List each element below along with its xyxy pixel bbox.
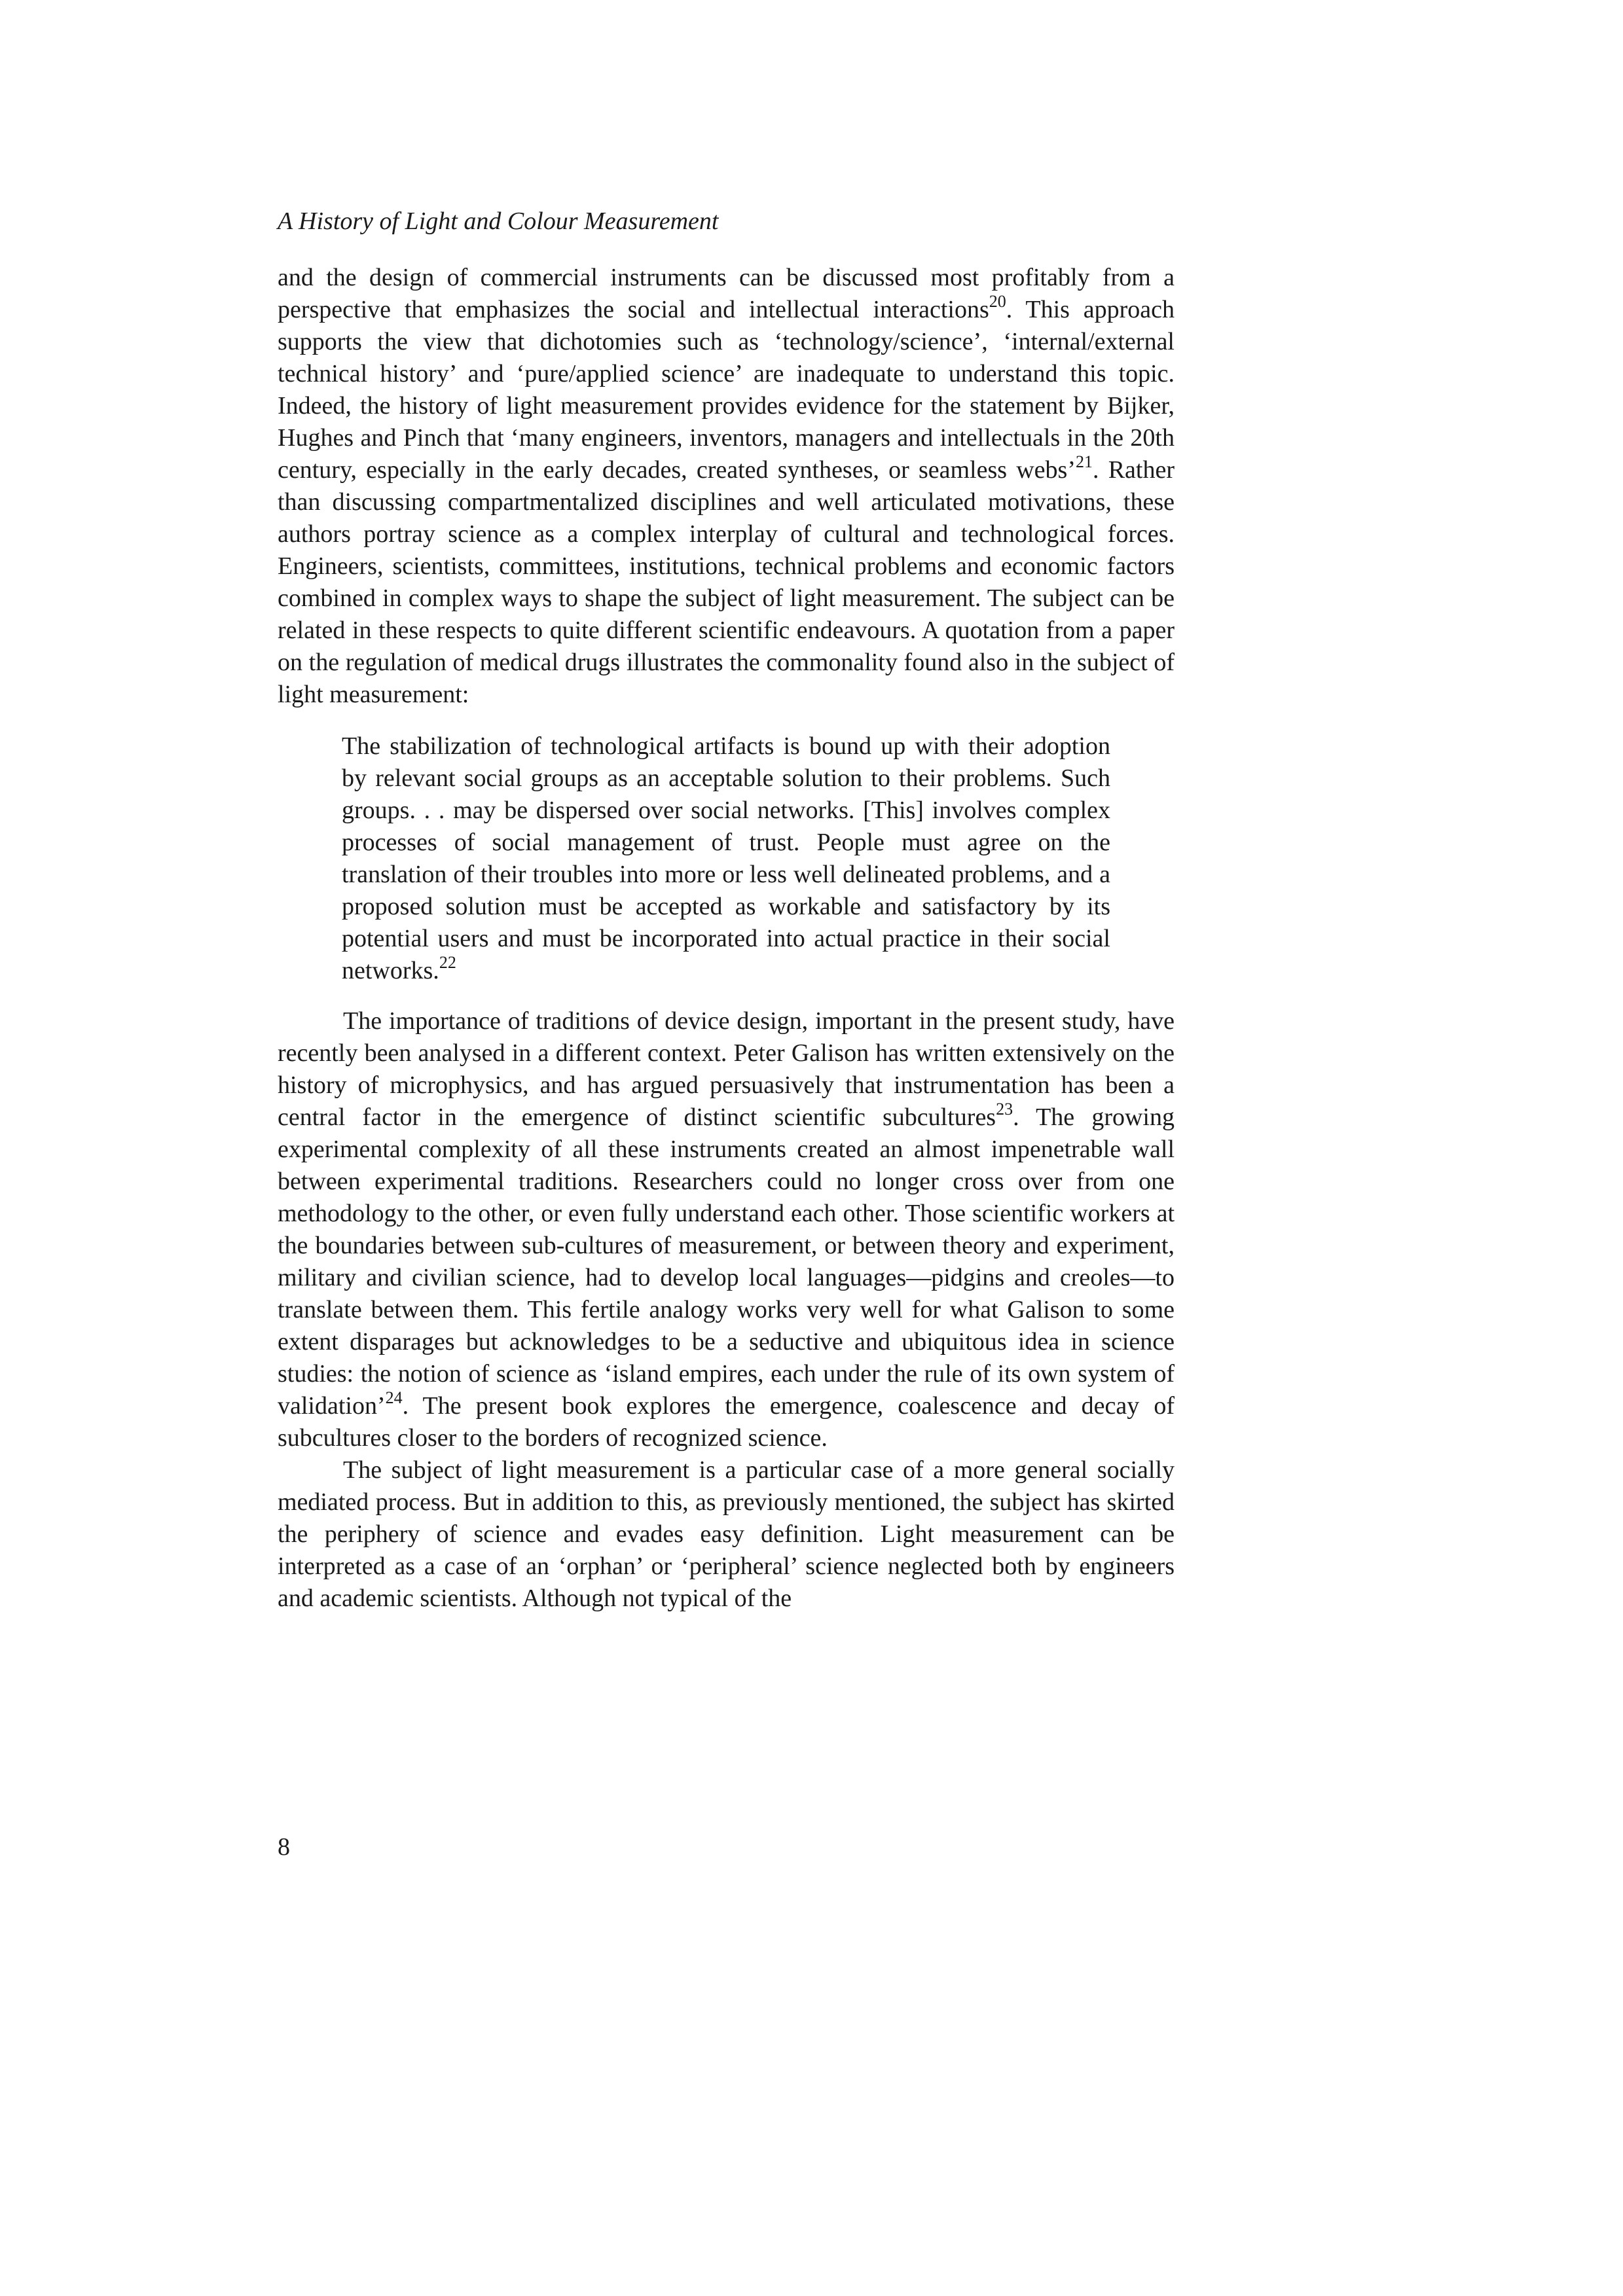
running-title: A History of Light and Colour Measurement [278, 207, 719, 235]
footnote-ref-23: 23 [996, 1100, 1013, 1119]
footnote-ref-20: 20 [989, 292, 1006, 312]
page-number: 8 [278, 1833, 290, 1861]
paragraph-2 [278, 1005, 1175, 1454]
footnote-ref-24: 24 [385, 1388, 403, 1408]
paragraph-2-part-c: . The present book explores the emergence, coalescence and decay of subcultures closer to the borders of recognized science. [278, 1392, 1175, 1452]
quotation-text: The stabilization of technological artifacts is bound up with their adoption by relevant social groups as an acceptable solution to their problems. Such groups. . . may be dispersed over social networks. [This] involves complex processes of social management of trust. People must agree on the translation of their troubles into more or less well delineated problems, and a proposed solution must be accepted as workable and satisfactory by its potential users and must be incorporated into actual practice in their social networks. [342, 732, 1110, 984]
paragraph-1-part-c: . Rather than discussing compartmentalized disciplines and well articulated motivations, these authors portray science as a complex interplay of cultural and technological forces. Engineers, scientists, committees, institutions, technical problems and economic factors combined in complex ways to shape the subject of light measurement. The subject can be related in these respects to quite different scientific endeavours. A quotation from a paper on the regulation of medical drugs illustrates the commonality found also in the subject of light measurement: [278, 456, 1175, 708]
paragraph-1-part-a: and the design of commercial instruments can be discussed most profitably from a perspective that emphasizes the social and intellectual interactions [278, 264, 1175, 323]
paragraph-3: The subject of light measurement is a particular case of a more general socially mediated process. But in addition to this, as previously mentioned, the subject has skirted the periphery of science and evades easy definition. Light measurement can be interpreted as a case of an ‘orphan’ or ‘peripheral’ science neglected both by engineers and academic scientists. Although not typical of the [278, 1456, 1175, 1612]
paragraph-1 [278, 262, 1175, 711]
block-quotation [342, 730, 1110, 987]
footnote-ref-21: 21 [1075, 452, 1093, 472]
paragraph-2-part-b: . The growing experimental complexity of all these instruments created an almost impenetrable wall between experimental traditions. Researchers could no longer cross over from one methodology to the other, or even fully understand each other. Those scientific workers at the boundaries between sub-cultures of measurement, or between theory and experiment, military and civilian science, had to develop local languages—pidgins and creoles—to translate between them. This fertile analogy works very well for what Galison to some extent disparages but acknowledges to be a seductive and ubiquitous idea in science studies: the notion of science as ‘island empires, each under the rule of its own system of validation’ [278, 1103, 1175, 1420]
paragraph-1-part-b: . This approach supports the view that dichotomies such as ‘technology/science’, ‘internal/external technical history’ and ‘pure/applied science’ are inadequate to understand this topic. Indeed, the history of light measurement provides evidence for the statement by Bijker, Hughes and Pinch that ‘many engineers, inventors, managers and intellectuals in the 20th century, especially in the early decades, created syntheses, or seamless webs’ [278, 296, 1175, 484]
paragraph-2-part-a: The importance of traditions of device design, important in the present study, have recently been analysed in a different context. Peter Galison has written extensively on the history of microphysics, and has argued persuasively that instrumentation has been a central factor in the emergence of distinct scientific subcultures [278, 1007, 1175, 1131]
main-text [278, 262, 1175, 1615]
footnote-ref-22: 22 [439, 953, 456, 973]
